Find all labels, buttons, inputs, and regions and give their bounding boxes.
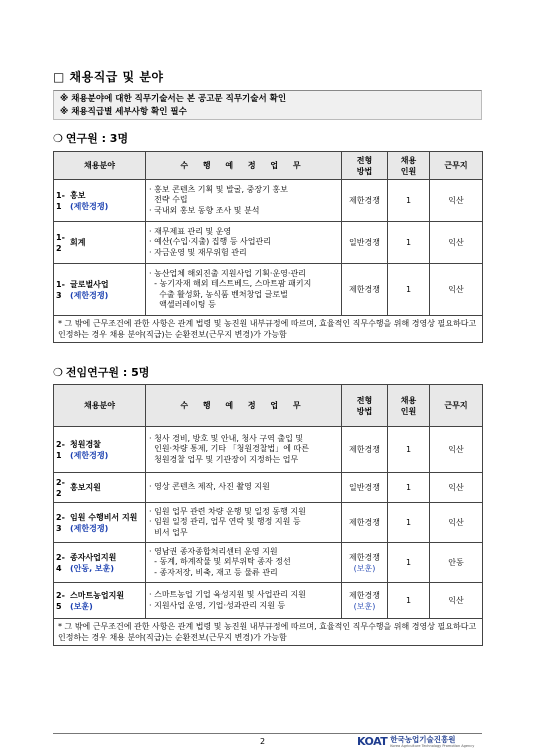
header-method: 전형 방법 xyxy=(342,152,388,180)
duty-line: - 농기자재 해외 테스트베드, 스마트팜 패키지 xyxy=(149,279,312,288)
method-label: 일반경쟁 xyxy=(349,238,380,247)
location-cell: 익산 xyxy=(430,583,483,619)
field-note: (보훈) xyxy=(70,601,93,611)
field-number: 2-1 xyxy=(56,439,65,460)
field-cell xyxy=(54,473,146,503)
field-cell xyxy=(54,222,146,264)
duty-line: - 동계, 하계작물 및 외부위탁 종자 정선 xyxy=(149,557,291,567)
method-note: (보훈) xyxy=(353,601,376,611)
researcher-title: 연구원 : 3명 xyxy=(65,132,129,145)
count-cell: 1 xyxy=(388,583,430,619)
method-cell xyxy=(342,543,388,583)
location-cell: 익산 xyxy=(430,264,483,316)
header-location: 근무지 xyxy=(430,385,483,427)
duty-line: 전략 수립 xyxy=(149,195,188,205)
method-cell xyxy=(342,427,388,473)
method-cell xyxy=(342,264,388,316)
location-cell: 익산 xyxy=(430,473,483,503)
duty-line: 청원경찰 업무 및 기관장이 지정하는 업무 xyxy=(149,454,299,464)
duty-line: · 국내외 홍보 동향 조사 및 분석 xyxy=(149,205,260,215)
duty-line: 액셀러레이팅 등 xyxy=(149,300,216,309)
duty-line: 비서 업무 xyxy=(149,527,188,537)
method-cell xyxy=(342,222,388,264)
circle-bullet-icon: ❍ xyxy=(53,132,63,145)
method-cell xyxy=(342,503,388,543)
duties-cell xyxy=(146,427,342,473)
header-location: 근무지 xyxy=(430,152,483,180)
fulltime-heading xyxy=(53,364,149,380)
method-cell xyxy=(342,180,388,222)
method-label: 제한경쟁 xyxy=(349,518,380,527)
duty-line: - 종자저장, 비축, 재고 등 물류 관리 xyxy=(149,567,278,577)
count-cell: 1 xyxy=(388,427,430,473)
table-row xyxy=(54,583,483,619)
logo-english: Korea Agriculture Technology Promotion Agency xyxy=(390,743,475,748)
field-note: (제한경쟁) xyxy=(70,450,109,460)
location-cell: 익산 xyxy=(430,503,483,543)
logo-mark: KOAT xyxy=(357,735,388,748)
duty-line: · 자금운영 및 재무위험 관리 xyxy=(149,247,247,257)
section-title: □ 채용직급 및 분야 xyxy=(53,70,164,84)
field-cell xyxy=(54,427,146,473)
footer-divider xyxy=(53,733,482,734)
duty-line: · 임원 업무 관련 차량 운행 및 일정 동행 지원 xyxy=(149,506,306,516)
method-label: 제한경쟁 xyxy=(349,285,380,294)
field-cell xyxy=(54,264,146,316)
field-note: (제한경쟁) xyxy=(70,523,109,533)
field-name: 스마트농업지원 xyxy=(70,590,125,600)
table-row xyxy=(54,222,483,264)
table-header-row xyxy=(54,385,483,427)
table-row xyxy=(54,264,483,316)
field-number: 2-4 xyxy=(56,552,65,573)
duty-line: · 재무제표 관리 및 운영 xyxy=(149,226,232,236)
method-label: 제한경쟁 xyxy=(349,590,380,600)
count-cell: 1 xyxy=(388,503,430,543)
researcher-table xyxy=(53,151,483,343)
method-cell xyxy=(342,473,388,503)
field-note: (제한경쟁) xyxy=(70,290,109,300)
duties-cell xyxy=(146,543,342,583)
header-count: 채용 인원 xyxy=(388,385,430,427)
field-cell xyxy=(54,543,146,583)
field-name: 홍보지원 xyxy=(70,483,101,492)
location-cell: 익산 xyxy=(430,427,483,473)
header-duties: 수 행 예 정 업 무 xyxy=(146,385,342,427)
count-cell: 1 xyxy=(388,473,430,503)
field-note: (안동, 보훈) xyxy=(70,563,115,573)
duty-line: · 영남권 종자종합처리센터 운영 지원 xyxy=(149,546,278,556)
duties-cell xyxy=(146,583,342,619)
field-cell xyxy=(54,583,146,619)
footnote: * 그 밖에 근무조건에 관한 사항은 관계 법령 및 농진원 내부규정에 따르며, 효율적인 직무수행을 위해 경영상 필요하다고 인정하는 경우 채용 분야(직급)는 순환전보(근무지 변경)가 가능함 xyxy=(54,619,483,646)
table-row xyxy=(54,427,483,473)
notice-box xyxy=(53,90,482,120)
location-cell: 익산 xyxy=(430,222,483,264)
field-note: (제한경쟁) xyxy=(70,201,109,211)
header-field: 채용분야 xyxy=(54,152,146,180)
field-number: 1-2 xyxy=(56,232,65,253)
field-name: 임원 수행비서 지원 xyxy=(70,512,138,522)
fulltime-title: 전임연구원 : 5명 xyxy=(65,366,150,379)
duties-cell xyxy=(146,503,342,543)
table-row xyxy=(54,473,483,503)
circle-bullet-icon: ❍ xyxy=(53,366,63,379)
duty-line: · 스마트농업 기업 육성지원 및 사업관리 지원 xyxy=(149,590,306,599)
location-cell: 안동 xyxy=(430,543,483,583)
duty-line: · 지원사업 운영, 기업·성과관리 지원 등 xyxy=(149,600,286,610)
duties-cell xyxy=(146,473,342,503)
count-cell: 1 xyxy=(388,264,430,316)
table-row xyxy=(54,503,483,543)
duty-line: · 홍보 콘텐츠 기획 및 발굴, 중장기 홍보 xyxy=(149,184,288,194)
duty-line: · 영상 콘텐츠 제작, 사진 촬영 지원 xyxy=(149,482,270,492)
field-number: 2-2 xyxy=(56,477,65,498)
location-cell: 익산 xyxy=(430,180,483,222)
duty-line: · 농산업체 해외진출 지원사업 기획·운영·관리 xyxy=(149,268,306,278)
table-row xyxy=(54,543,483,583)
header-duties: 수 행 예 정 업 무 xyxy=(146,152,342,180)
field-name: 홍보 xyxy=(70,190,86,200)
page-number: 2 xyxy=(260,737,266,746)
count-cell: 1 xyxy=(388,543,430,583)
method-label: 일반경쟁 xyxy=(349,483,380,492)
header-count: 채용 인원 xyxy=(388,152,430,180)
field-cell xyxy=(54,503,146,543)
method-label: 제한경쟁 xyxy=(349,196,380,205)
field-number: 1-3 xyxy=(56,279,65,300)
field-name: 종자사업지원 xyxy=(70,552,117,562)
researcher-heading xyxy=(53,130,128,146)
notice-line: ※ 채용분야에 대한 직무기술서는 본 공고문 직무기술서 확인 xyxy=(60,94,287,104)
method-note: (보훈) xyxy=(353,563,376,573)
header-method: 전형 방법 xyxy=(342,385,388,427)
duties-cell xyxy=(146,264,342,316)
table-header-row xyxy=(54,152,483,180)
duty-line: · 임원 일정 관리, 업무 연락 및 행정 지원 등 xyxy=(149,517,301,527)
footnote: * 그 밖에 근무조건에 관한 사항은 관계 법령 및 농진원 내부규정에 따르며, 효율적인 직무수행을 위해 경영상 필요하다고 인정하는 경우 채용 분야(직급)는 순환전보(근무지 변경)가 가능함 xyxy=(54,316,483,343)
duty-line: 수출 활성화, 농식품 벤처창업 글로벌 xyxy=(149,289,288,299)
field-name: 글로벌사업 xyxy=(70,279,109,289)
duty-line: · 청사 경비, 방호 및 안내, 청사 구역 출입 및 xyxy=(149,433,304,443)
count-cell: 1 xyxy=(388,180,430,222)
field-number: 2-5 xyxy=(56,590,65,611)
duty-line: · 예산(수입·지출) 집행 등 사업관리 xyxy=(149,237,271,247)
field-name: 청원경찰 xyxy=(70,439,101,449)
method-cell xyxy=(342,583,388,619)
table-row xyxy=(54,180,483,222)
header-field: 채용분야 xyxy=(54,385,146,427)
duties-cell xyxy=(146,180,342,222)
duties-cell xyxy=(146,222,342,264)
organization-logo xyxy=(357,735,474,748)
fulltime-table xyxy=(53,384,483,646)
method-label: 제한경쟁 xyxy=(349,552,380,562)
notice-line: ※ 채용직급별 세부사항 확인 필수 xyxy=(60,107,187,117)
duty-line: 인원·차량 통제, 기타 「청원경찰법」에 따른 xyxy=(149,444,309,454)
field-cell xyxy=(54,180,146,222)
count-cell: 1 xyxy=(388,222,430,264)
field-number: 2-3 xyxy=(56,512,65,533)
field-number: 1-1 xyxy=(56,190,65,211)
field-name: 회계 xyxy=(70,238,86,247)
method-label: 제한경쟁 xyxy=(349,445,380,454)
logo-korean: 한국농업기술진흥원 xyxy=(390,734,456,744)
